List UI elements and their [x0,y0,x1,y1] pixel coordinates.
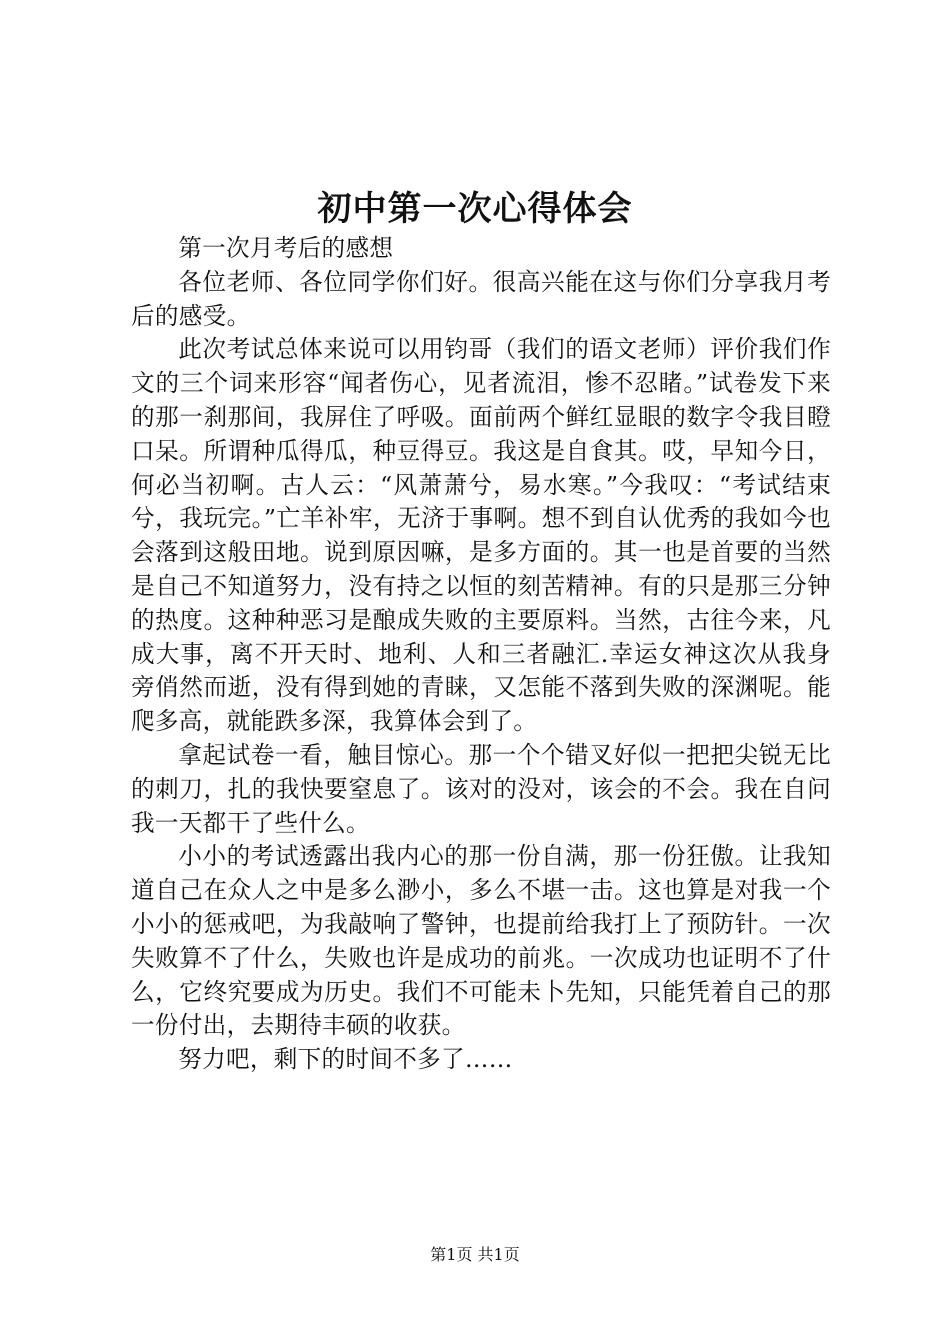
document-body [131,232,831,1077]
page-number-footer: 第1页 共1页 [430,1245,520,1264]
paragraph-greeting: 各位老师、各位同学你们好。很高兴能在这与你们分享我月考后的感受。 [131,267,831,330]
page-title: 初中第一次心得体会 [317,189,633,229]
paragraph-closing: 努力吧，剩下的时间不多了…… [178,1045,513,1074]
paragraph-lesson: 小小的考试透露出我内心的那一份自满，那一份狂傲。让我知道自己在众人之中是多么渺小，多么不堪一击。这也算是对我一个小小的惩戒吧，为我敲响了警钟，也提前给我打上了预防针。一次失败算不了什么，失败也许是成功的前兆。一次成功也证明不了什么，它终究要成为历史。我们不可能未卜先知，只能凭着自己的那一份付出，去期待丰硕的收获。 [131,842,831,1040]
paragraph-exam-paper: 拿起试卷一看，触目惊心。那一个个错叉好似一把把尖锐无比的刺刀，扎的我快要窒息了。该对的没对，该会的不会。我在自问我一天都干了些什么。 [131,740,831,837]
paragraph-subtitle: 第一次月考后的感想 [178,234,394,262]
paragraph-exam-reflection: 此次考试总体来说可以用钧哥（我们的语文老师）评价我们作文的三个词来形容“闻者伤心，见者流泪，惨不忍睹。”试卷发下来的那一刹那间，我屏住了呼吸。面前两个鲜红显眼的数字令我目瞪口呆。所谓种瓜得瓜，种豆得豆。我这是自食其。哎，早知今日，何必当初啊。古人云：“风萧萧兮，易水寒。”今我叹：“考试结束兮，我玩完。”亡羊补牢，无济于事啊。想不到自认优秀的我如今也会落到这般田地。说到原因嘛，是多方面的。其一也是首要的当然是自己不知道努力，没有持之以恒的刻苦精神。有的只是那三分钟的热度。这种种恶习是酿成失败的主要原料。当然，古往今来，凡成大事，离不开天时、地利、人和三者融汇.幸运女神这次从我身旁俏然而逝，没有得到她的青睐，又怎能不落到失败的深渊呢。能爬多高，就能跌多深，我算体会到了。 [131,335,831,736]
